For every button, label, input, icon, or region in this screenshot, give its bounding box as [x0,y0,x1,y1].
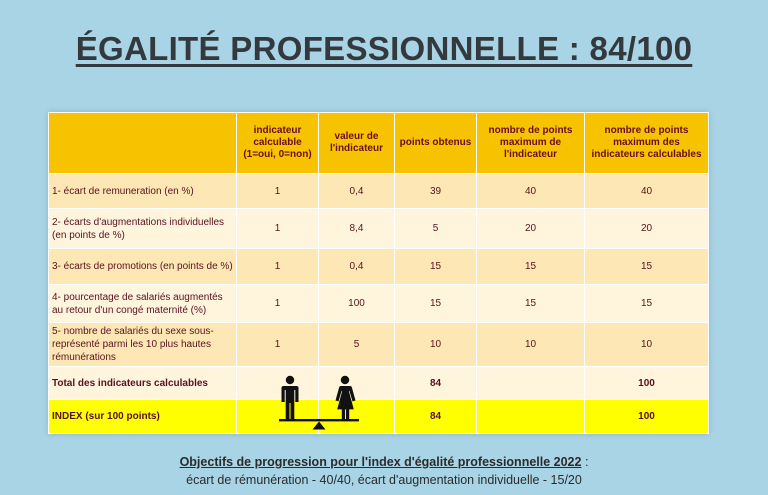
row-cell: 40 [585,174,709,209]
row-cell: 5 [395,209,477,249]
row-cell: 10 [585,323,709,367]
total-points: 84 [395,367,477,400]
footer-heading: Objectifs de progression pour l'index d'égalité professionnelle 2022 [179,455,582,469]
row-cell: 1 [237,249,319,285]
index-points: 84 [395,400,477,434]
row-cell: 10 [477,323,585,367]
row-cell: 100 [319,285,395,323]
row-label: 4- pourcentage de salariés augmentés au retour d'un congé maternité (%) [49,285,237,323]
row-cell: 1 [237,323,319,367]
header-cell-max-calculables: nombre de points maximum des indicateurs calculables [585,113,709,174]
footer-heading-suffix: : [581,455,589,469]
row-cell: 1 [237,285,319,323]
row-cell: 40 [477,174,585,209]
total-empty-cell [477,367,585,400]
row-cell: 1 [237,174,319,209]
row-cell: 20 [477,209,585,249]
total-label: Total des indicateurs calculables [49,367,237,400]
row-cell: 15 [395,249,477,285]
index-table [48,112,709,434]
index-label: INDEX (sur 100 points) [49,400,237,434]
footer-objectives: écart de rémunération - 40/40, écart d'augmentation individuelle - 15/20 [186,473,582,487]
index-max: 100 [585,400,709,434]
row-cell: 0,4 [319,249,395,285]
header-cell-label [49,113,237,174]
row-cell: 0,4 [319,174,395,209]
table-row [49,209,709,249]
row-cell: 15 [395,285,477,323]
header-cell-valeur: valeur de l'indicateur [319,113,395,174]
row-cell: 15 [477,249,585,285]
row-cell: 15 [585,285,709,323]
table-row [49,285,709,323]
total-max: 100 [585,367,709,400]
table-header-row [49,113,709,174]
page-title: ÉGALITÉ PROFESSIONNELLE : 84/100 [75,30,693,67]
row-label: 2- écarts d'augmentations individuelles (en points de %) [49,209,237,249]
total-row [49,367,709,400]
row-label: 3- écarts de promotions (en points de %) [49,249,237,285]
row-cell: 39 [395,174,477,209]
header-cell-calculable: indicateur calculable (1=oui, 0=non) [237,113,319,174]
row-cell: 15 [585,249,709,285]
row-label: 1- écart de remuneration (en %) [49,174,237,209]
header-cell-points: points obtenus [395,113,477,174]
row-label: 5- nombre de salariés du sexe sous-représenté parmi les 10 plus hautes rémunérations [49,323,237,367]
header-cell-max-indicateur: nombre de points maximum de l'indicateur [477,113,585,174]
row-cell: 15 [477,285,585,323]
table-row [49,249,709,285]
row-cell: 20 [585,209,709,249]
table-row [49,174,709,209]
row-cell: 8,4 [319,209,395,249]
row-cell: 1 [237,209,319,249]
table-row [49,323,709,367]
row-cell: 10 [395,323,477,367]
index-row [49,400,709,434]
balance-scale-man-woman-icon [277,374,361,430]
footer-heading-line [0,455,768,469]
index-empty-cell [477,400,585,434]
row-cell: 5 [319,323,395,367]
